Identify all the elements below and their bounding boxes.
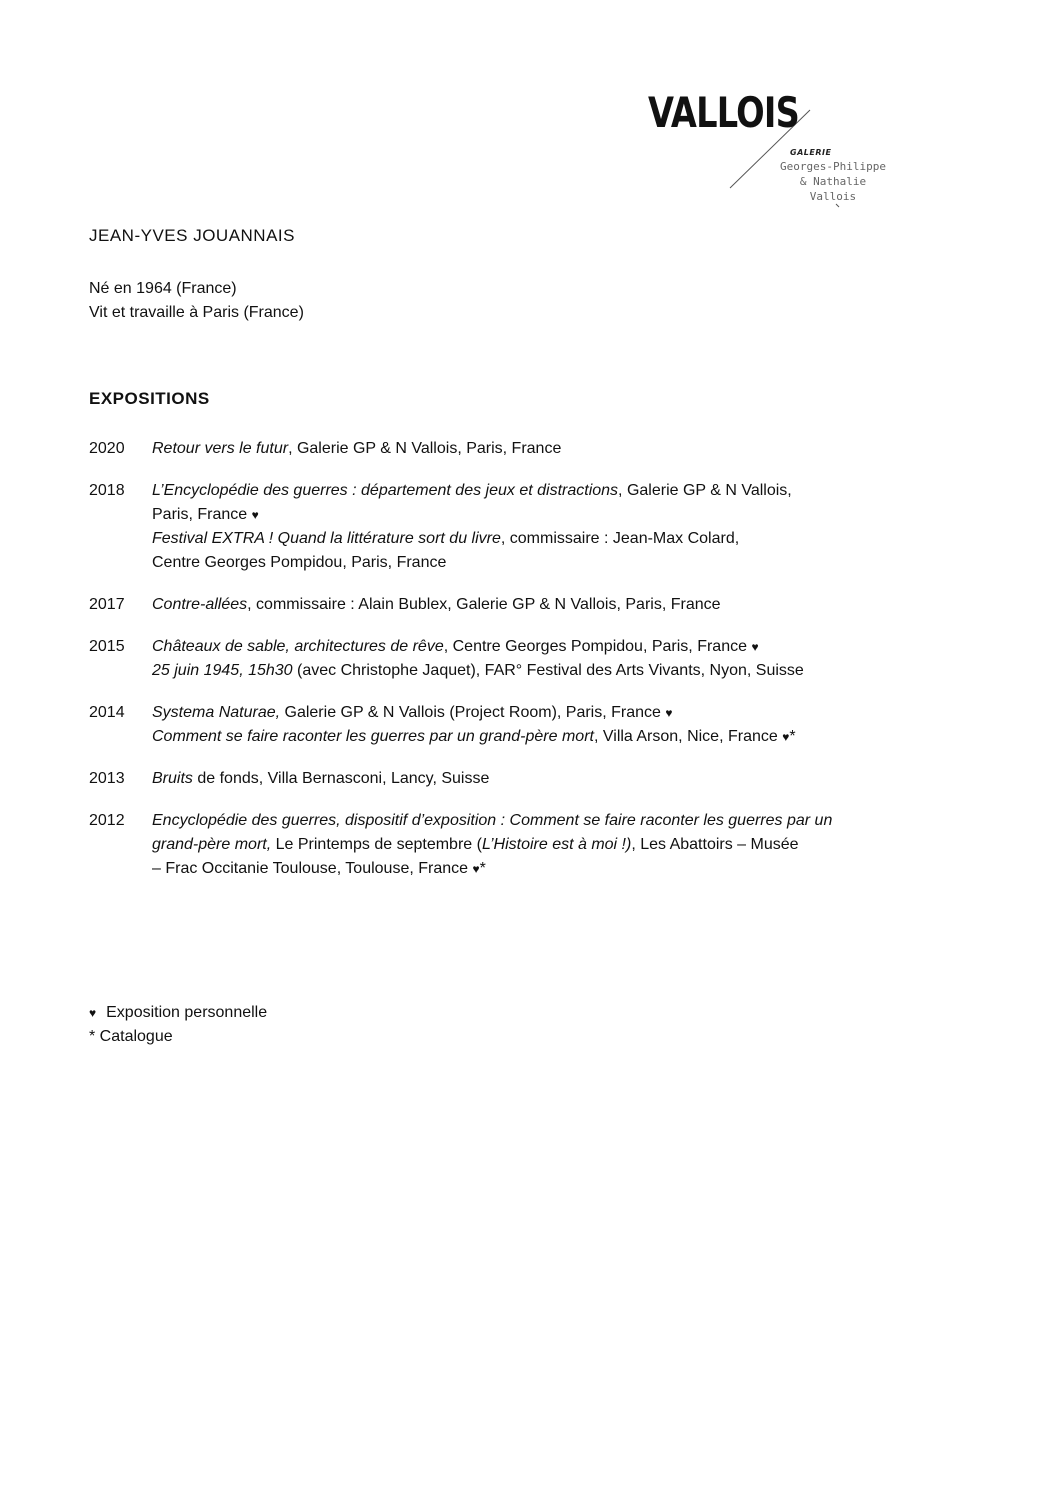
exhibition-entry bbox=[89, 767, 969, 791]
legend bbox=[89, 1001, 267, 1049]
logo-wordmark: VALLOIS bbox=[648, 88, 800, 137]
exhibition-year: 2018 bbox=[89, 482, 125, 499]
exhibition-text: Paris, France bbox=[152, 506, 252, 523]
exhibition-line bbox=[152, 833, 969, 857]
exhibition-details bbox=[152, 479, 969, 575]
exhibition-year: 2015 bbox=[89, 638, 125, 655]
exhibition-text: , Villa Arson, Nice, France bbox=[593, 728, 783, 745]
exhibition-text: , Galerie GP & N Vallois, Paris, France bbox=[288, 440, 562, 457]
heart-icon: ♥ bbox=[782, 730, 790, 744]
exhibition-year: 2014 bbox=[89, 704, 125, 721]
exhibition-line bbox=[152, 767, 969, 791]
exhibition-details bbox=[152, 593, 969, 617]
exhibition-details bbox=[152, 701, 969, 749]
exhibition-text: * bbox=[479, 860, 486, 877]
exhibition-title: Comment se faire raconter les guerres par un grand-père mort bbox=[152, 728, 594, 745]
exhibition-title: Retour vers le futur bbox=[152, 440, 289, 457]
exhibition-title: Châteaux de sable, architectures de rêve bbox=[152, 638, 444, 655]
exhibition-title: Systema Naturae, bbox=[152, 704, 281, 721]
exhibition-line bbox=[152, 635, 969, 659]
heart-icon: ♥ bbox=[89, 1006, 97, 1020]
legend-solo-label: Exposition personnelle bbox=[106, 1004, 268, 1021]
exhibition-details bbox=[152, 767, 969, 791]
exhibition-year: 2013 bbox=[89, 770, 125, 787]
exhibition-year: 2020 bbox=[89, 440, 125, 457]
exhibition-line bbox=[152, 725, 969, 749]
artist-name: JEAN-YVES JOUANNAIS bbox=[89, 226, 295, 245]
legend-catalogue: * Catalogue bbox=[89, 1028, 173, 1045]
exhibition-line bbox=[152, 857, 969, 881]
exhibition-text: * bbox=[789, 728, 796, 745]
exhibition-entry bbox=[89, 635, 969, 683]
exhibition-line bbox=[152, 593, 969, 617]
exhibition-list bbox=[89, 437, 969, 899]
exhibition-text: , commissaire : Jean-Max Colard, bbox=[500, 530, 740, 547]
exhibition-year: 2017 bbox=[89, 596, 125, 613]
logo-galerie-label: GALERIE bbox=[790, 148, 832, 157]
artist-born: Né en 1964 (France) bbox=[89, 280, 237, 297]
exhibition-details bbox=[152, 437, 969, 461]
legend-solo bbox=[89, 1001, 267, 1025]
exhibition-entry bbox=[89, 593, 969, 617]
exhibition-details bbox=[152, 809, 969, 881]
exhibition-entry bbox=[89, 701, 969, 749]
exhibition-line bbox=[152, 659, 969, 683]
exhibition-details bbox=[152, 635, 969, 683]
heart-icon: ♥ bbox=[751, 640, 759, 654]
gallery-logo bbox=[640, 88, 900, 218]
logo-name-line: Vallois bbox=[809, 190, 857, 203]
exhibition-title: L’Encyclopédie des guerres : département des jeux et distractions bbox=[152, 482, 619, 499]
heart-icon: ♥ bbox=[472, 862, 480, 876]
logo-owner-names bbox=[780, 159, 886, 204]
exhibition-entry bbox=[89, 479, 969, 575]
exhibition-line bbox=[152, 809, 969, 833]
exhibition-title: 25 juin 1945, 15h30 bbox=[152, 662, 293, 679]
exhibition-text: , Centre Georges Pompidou, Paris, France bbox=[443, 638, 752, 655]
exhibition-line bbox=[152, 479, 969, 503]
exhibition-text: , Les Abattoirs – Musée bbox=[631, 836, 799, 853]
exhibition-line bbox=[152, 437, 969, 461]
exhibition-line bbox=[152, 701, 969, 725]
exhibition-text: Le Printemps de septembre ( bbox=[271, 836, 482, 853]
exhibition-text: Centre Georges Pompidou, Paris, France bbox=[152, 554, 447, 571]
exhibition-line bbox=[152, 503, 969, 527]
exhibition-title: L’Histoire est à moi !) bbox=[481, 836, 632, 853]
exhibition-text: – Frac Occitanie Toulouse, Toulouse, France bbox=[152, 860, 473, 877]
exhibition-entry bbox=[89, 809, 969, 881]
exhibition-title: Contre-allées bbox=[152, 596, 248, 613]
exhibition-line bbox=[152, 551, 969, 575]
exhibition-year: 2012 bbox=[89, 812, 125, 829]
exhibition-text: (avec Christophe Jaquet), FAR° Festival des Arts Vivants, Nyon, Suisse bbox=[292, 662, 804, 679]
exhibition-title: Encyclopédie des guerres, dispositif d’exposition : Comment se faire raconter les guerres par un bbox=[152, 812, 833, 829]
exhibition-text: de fonds, Villa Bernasconi, Lancy, Suisse bbox=[192, 770, 490, 787]
exhibition-title: Festival EXTRA ! Quand la littérature sort du livre bbox=[152, 530, 501, 547]
exhibition-text: , Galerie GP & N Vallois, bbox=[618, 482, 792, 499]
exhibition-title: grand-père mort, bbox=[152, 836, 272, 853]
artist-bio bbox=[89, 277, 304, 325]
logo-name-line: & Nathalie bbox=[799, 175, 867, 188]
exhibition-title: Bruits bbox=[152, 770, 193, 787]
exhibition-entry bbox=[89, 437, 969, 461]
exhibition-text: Galerie GP & N Vallois (Project Room), Paris, France bbox=[280, 704, 666, 721]
heart-icon: ♥ bbox=[665, 706, 673, 720]
heart-icon: ♥ bbox=[251, 508, 259, 522]
logo-name-line: Georges-Philippe bbox=[780, 160, 886, 173]
artist-lives: Vit et travaille à Paris (France) bbox=[89, 304, 304, 321]
section-title-exhibitions: EXPOSITIONS bbox=[89, 389, 210, 408]
exhibition-text: , commissaire : Alain Bublex, Galerie GP & N Vallois, Paris, France bbox=[247, 596, 721, 613]
exhibition-line bbox=[152, 527, 969, 551]
